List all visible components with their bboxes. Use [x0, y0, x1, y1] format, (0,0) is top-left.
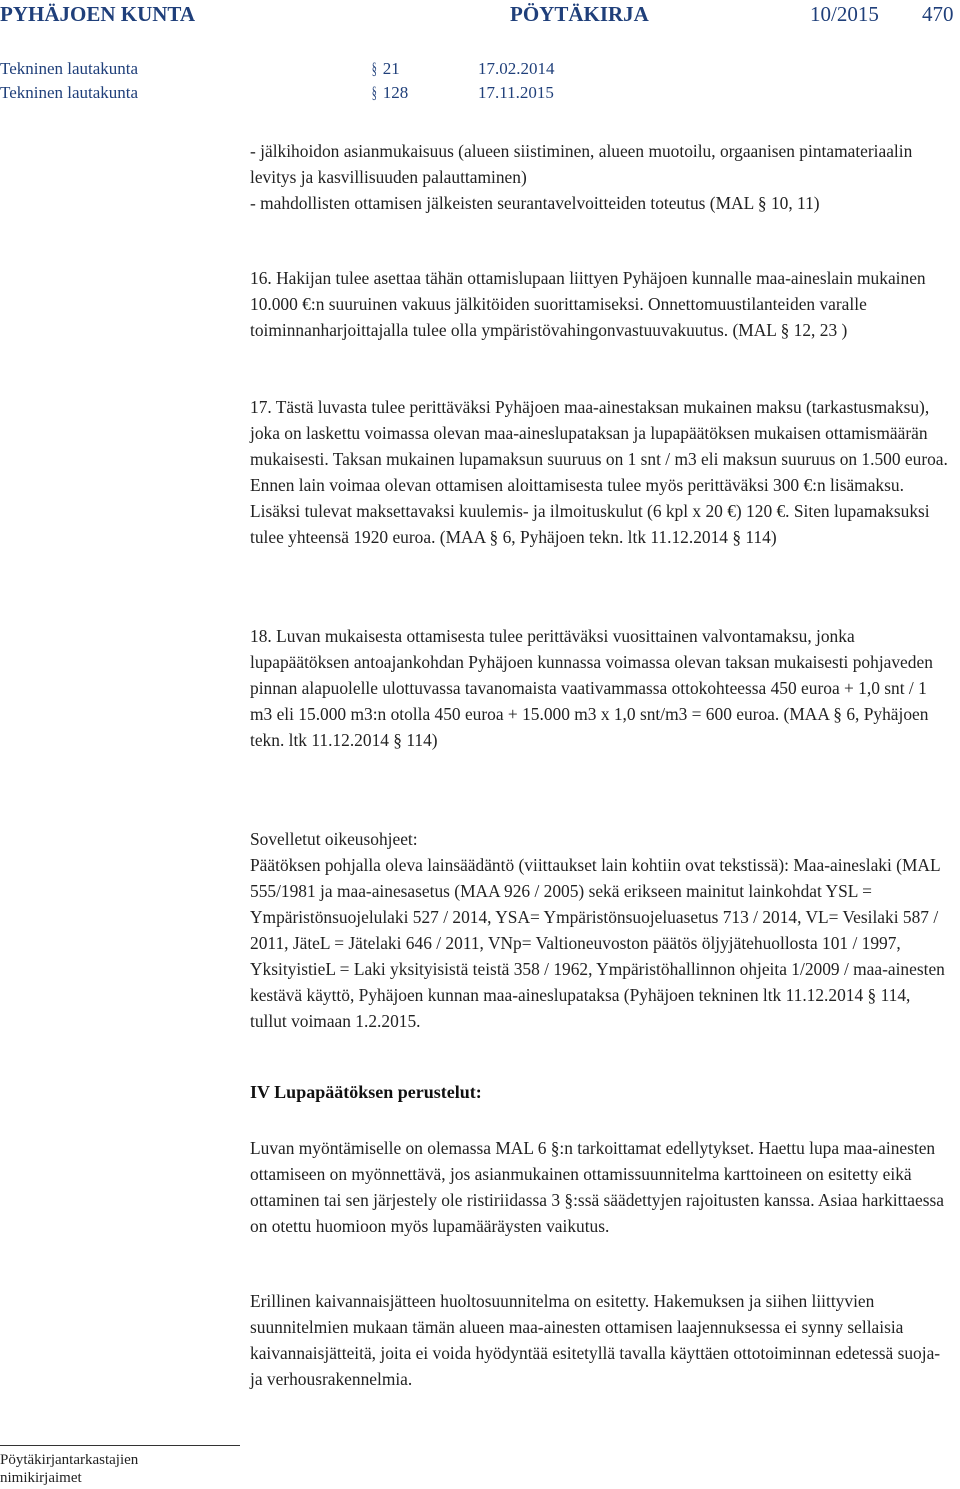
organization-name: PYHÄJOEN KUNTA [0, 2, 196, 26]
section-iv-text: Luvan myöntämiselle on olemassa MAL 6 §:n tarkoittamat edellytykset. Haettu lupa maa-ainesten ottamiseen on myönnettävä, jos asianmukainen ottamissuunnitelma karttoineen on esitetty eikä ottaminen tai sen järjestely ole ristiriidassa 3 §:ssä säädettyjen rajoitusten kanssa. Asiaa harkittaessa on otettu huomioon myös lupamääräysten vaikutus. [250, 1138, 944, 1236]
meta-row [0, 83, 700, 105]
document-number: 10/2015 [810, 2, 879, 26]
section-reference: § 21 [371, 59, 400, 78]
section-sign-icon: § [371, 83, 377, 102]
section-iv-paragraph-1 [250, 1135, 950, 1239]
meeting-date: 17.11.2015 [478, 83, 554, 102]
bullet-item: - jälkihoidon asianmukaisuus (alueen siistiminen, alueen muotoilu, orgaanisen pintamateriaalin levitys ja kasvillisuuden palauttaminen) [250, 141, 913, 187]
item-17-text: 17. Tästä luvasta tulee perittäväksi Pyhäjoen maa-ainestaksan mukainen maksu (tarkastusmaksu), joka on laskettu voimassa olevan maa-aineslupataksan ja lupapäätöksen mukaisen ottamismäärän mukaisesti. Taksan mukainen lupamaksun suuruus on 1 snt / m3 eli maksun suuruus on 1.500 euroa. Ennen lain voimaa olevan ottamisen aloittamisesta tulee myös perittäväksi 300 €:n lisämaksu. Lisäksi tulevat maksettavaksi kuulemis- ja ilmoituskulut (6 kpl x 20 €) 120 €. Siten lupamaksuksi tulee yhteensä 1920 euroa. (MAA § 6, Pyhäjoen tekn. ltk 11.12.2014 § 114) [250, 397, 948, 547]
legal-heading: Sovelletut oikeusohjeet: [250, 829, 418, 849]
section-reference: § 128 [371, 83, 409, 102]
section-iv-heading: IV Lupapäätöksen perustelut: [250, 1082, 482, 1102]
footer-divider [0, 1445, 240, 1446]
footer-line: Pöytäkirjantarkastajien [0, 1452, 139, 1468]
legal-text: Päätöksen pohjalla oleva lainsäädäntö (viittaukset lain kohtiin ovat tekstissä): Maa-aineslaki (MAL 555/1981 ja maa-ainesasetus (MAA 926 / 2005) sekä erikseen mainitut lainkohdat YSL = Ympäristönsuojelulaki 527 / 2014, YSA= Ympäristönsuojeluasetus 713 / 2014, VL= Vesilaki 587 / 2011, JäteL = Jätelaki 646 / 2011, VNp= Valtioneuvoston päätös öljyjätehuollosta 101 / 1997, YksityistieL = Laki yksityisistä teistä 358 / 1962, Ympäristöhallinnon ohjeita 1/2009 / maa-ainesten kestävä käyttö, Pyhäjoen kunnan maa-aineslupataksa (Pyhäjoen tekninen ltk 11.12.2014 § 114, tullut voimaan 1.2.2015. [250, 855, 945, 1031]
section-iv-paragraph-2 [250, 1288, 950, 1392]
committee-name: Tekninen lautakunta [0, 83, 139, 102]
item-18-text: 18. Luvan mukaisesta ottamisesta tulee perittäväksi vuosittainen valvontamaksu, jonka lupapäätöksen antoajankohdan Pyhäjoen kunnassa voimassa olevan taksan mukaisesti pohjaveden pinnan alapuolelle ulottuvassa tavanomaista vaativammassa ottokohteessa 450 euroa + 1,0 snt / 1 m3 eli 15.000 m3:n otolla 450 euroa + 15.000 m3 x 1,0 snt/m3 = 600 euroa. (MAA § 6, Pyhäjoen tekn. ltk 11.12.2014 § 114) [250, 626, 933, 750]
document-type: PÖYTÄKIRJA [510, 2, 649, 26]
document-header [0, 0, 960, 30]
item-16-text: 16. Hakijan tulee asettaa tähän ottamislupaan liittyen Pyhäjoen kunnalle maa-aineslain mukainen 10.000 €:n suuruinen vakuus jälkitöiden suorittamiseksi. Onnettomuustilanteiden varalle toiminnanharjoittajalla tulee olla ympäristövahingonvastuuvakuutus. (MAL § 12, 23 ) [250, 268, 926, 340]
footer-line: nimikirjaimet [0, 1470, 82, 1486]
section-sign-icon: § [371, 59, 377, 78]
legal-basis [250, 826, 950, 1034]
meta-row [0, 59, 700, 81]
page-number: 470 [922, 2, 954, 26]
item-16 [250, 265, 950, 343]
item-18 [250, 623, 950, 753]
section-iv-text: Erillinen kaivannaisjätteen huoltosuunnitelma on esitetty. Hakemuksen ja siihen liittyvien suunnitelmien mukaan tämän alueen maa-ainesten ottamisen laajennuksessa ei synny sellaisia kaivannaisjätteitä, joita ei voida hyödyntää esitetyllä tavalla käyttäen ottotoiminnan edetessä suoja- ja verhousrakennelmia. [250, 1291, 941, 1389]
bullet-item: - mahdollisten ottamisen jälkeisten seurantavelvoitteiden toteutus (MAL § 10, 11) [250, 193, 820, 213]
meeting-date: 17.02.2014 [478, 59, 555, 78]
bullet-list [250, 138, 950, 216]
footer-initials-label [0, 1451, 138, 1487]
item-17 [250, 394, 950, 550]
committee-name: Tekninen lautakunta [0, 59, 139, 78]
